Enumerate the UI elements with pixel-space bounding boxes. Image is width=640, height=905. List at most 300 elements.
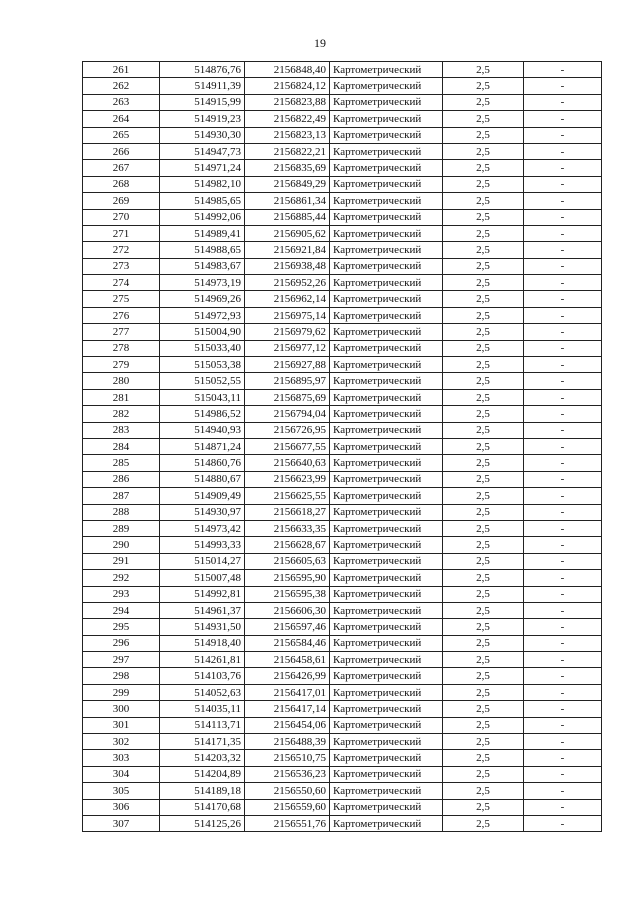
point-number-cell: 264 [83,111,160,127]
point-number-cell: 281 [83,389,160,405]
accuracy-cell: 2,5 [443,94,524,110]
table-row [83,471,602,487]
x-coordinate-cell: 515033,40 [160,340,245,356]
point-number-cell: 282 [83,406,160,422]
x-coordinate-cell: 514035,11 [160,701,245,717]
table-row [83,504,602,520]
method-cell: Картометрический [330,62,443,78]
y-coordinate-cell: 2156640,63 [245,455,330,471]
y-coordinate-cell: 2156677,55 [245,438,330,454]
description-cell: - [524,209,602,225]
accuracy-cell: 2,5 [443,766,524,782]
accuracy-cell: 2,5 [443,193,524,209]
table-row [83,537,602,553]
point-number-cell: 263 [83,94,160,110]
table-row [83,717,602,733]
description-cell: - [524,488,602,504]
table-row [83,127,602,143]
description-cell: - [524,619,602,635]
method-cell: Картометрический [330,242,443,258]
accuracy-cell: 2,5 [443,668,524,684]
accuracy-cell: 2,5 [443,520,524,536]
description-cell: - [524,766,602,782]
description-cell: - [524,193,602,209]
description-cell: - [524,291,602,307]
point-number-cell: 286 [83,471,160,487]
x-coordinate-cell: 515007,48 [160,570,245,586]
table-row [83,668,602,684]
point-number-cell: 277 [83,324,160,340]
y-coordinate-cell: 2156559,60 [245,799,330,815]
x-coordinate-cell: 514918,40 [160,635,245,651]
table-row [83,357,602,373]
table-row [83,324,602,340]
point-number-cell: 296 [83,635,160,651]
description-cell: - [524,717,602,733]
accuracy-cell: 2,5 [443,717,524,733]
y-coordinate-cell: 2156595,90 [245,570,330,586]
table-row [83,684,602,700]
y-coordinate-cell: 2156875,69 [245,389,330,405]
table-row [83,602,602,618]
accuracy-cell: 2,5 [443,438,524,454]
y-coordinate-cell: 2156848,40 [245,62,330,78]
accuracy-cell: 2,5 [443,307,524,323]
accuracy-cell: 2,5 [443,373,524,389]
method-cell: Картометрический [330,291,443,307]
table-row [83,783,602,799]
description-cell: - [524,78,602,94]
accuracy-cell: 2,5 [443,78,524,94]
description-cell: - [524,438,602,454]
y-coordinate-cell: 2156426,99 [245,668,330,684]
description-cell: - [524,783,602,799]
y-coordinate-cell: 2156605,63 [245,553,330,569]
y-coordinate-cell: 2156823,88 [245,94,330,110]
accuracy-cell: 2,5 [443,422,524,438]
description-cell: - [524,275,602,291]
point-number-cell: 301 [83,717,160,733]
method-cell: Картометрический [330,815,443,831]
y-coordinate-cell: 2156628,67 [245,537,330,553]
table-row [83,750,602,766]
accuracy-cell: 2,5 [443,455,524,471]
accuracy-cell: 2,5 [443,471,524,487]
table-row [83,193,602,209]
point-number-cell: 276 [83,307,160,323]
x-coordinate-cell: 514204,89 [160,766,245,782]
point-number-cell: 289 [83,520,160,536]
table-row [83,242,602,258]
point-number-cell: 304 [83,766,160,782]
y-coordinate-cell: 2156938,48 [245,258,330,274]
table-row [83,307,602,323]
x-coordinate-cell: 514985,65 [160,193,245,209]
table-row [83,438,602,454]
method-cell: Картометрический [330,78,443,94]
description-cell: - [524,520,602,536]
method-cell: Картометрический [330,258,443,274]
description-cell: - [524,602,602,618]
description-cell: - [524,668,602,684]
method-cell: Картометрический [330,602,443,618]
description-cell: - [524,734,602,750]
description-cell: - [524,94,602,110]
table-row [83,111,602,127]
point-number-cell: 307 [83,815,160,831]
x-coordinate-cell: 514203,32 [160,750,245,766]
description-cell: - [524,340,602,356]
table-row [83,225,602,241]
method-cell: Картометрический [330,537,443,553]
point-number-cell: 294 [83,602,160,618]
table-row [83,62,602,78]
description-cell: - [524,750,602,766]
point-number-cell: 272 [83,242,160,258]
description-cell: - [524,307,602,323]
x-coordinate-cell: 514860,76 [160,455,245,471]
y-coordinate-cell: 2156510,75 [245,750,330,766]
method-cell: Картометрический [330,225,443,241]
method-cell: Картометрический [330,340,443,356]
table-row [83,209,602,225]
method-cell: Картометрический [330,471,443,487]
accuracy-cell: 2,5 [443,750,524,766]
y-coordinate-cell: 2156417,01 [245,684,330,700]
description-cell: - [524,684,602,700]
accuracy-cell: 2,5 [443,652,524,668]
accuracy-cell: 2,5 [443,291,524,307]
table-row [83,635,602,651]
table-row [83,160,602,176]
table-row [83,455,602,471]
point-number-cell: 288 [83,504,160,520]
description-cell: - [524,570,602,586]
y-coordinate-cell: 2156726,95 [245,422,330,438]
point-number-cell: 298 [83,668,160,684]
x-coordinate-cell: 514876,76 [160,62,245,78]
point-number-cell: 293 [83,586,160,602]
accuracy-cell: 2,5 [443,488,524,504]
page-number: 19 [314,36,326,50]
table-row [83,799,602,815]
method-cell: Картометрический [330,127,443,143]
x-coordinate-cell: 514992,81 [160,586,245,602]
table-row [83,406,602,422]
table-row [83,488,602,504]
accuracy-cell: 2,5 [443,357,524,373]
y-coordinate-cell: 2156458,61 [245,652,330,668]
table-row [83,586,602,602]
point-number-cell: 271 [83,225,160,241]
table-row [83,734,602,750]
y-coordinate-cell: 2156551,76 [245,815,330,831]
x-coordinate-cell: 514930,30 [160,127,245,143]
accuracy-cell: 2,5 [443,143,524,159]
accuracy-cell: 2,5 [443,324,524,340]
accuracy-cell: 2,5 [443,586,524,602]
x-coordinate-cell: 514931,50 [160,619,245,635]
table-row [83,766,602,782]
description-cell: - [524,127,602,143]
description-cell: - [524,799,602,815]
accuracy-cell: 2,5 [443,619,524,635]
point-number-cell: 297 [83,652,160,668]
accuracy-cell: 2,5 [443,176,524,192]
x-coordinate-cell: 515004,90 [160,324,245,340]
x-coordinate-cell: 514871,24 [160,438,245,454]
method-cell: Картометрический [330,766,443,782]
x-coordinate-cell: 514986,52 [160,406,245,422]
accuracy-cell: 2,5 [443,553,524,569]
y-coordinate-cell: 2156979,62 [245,324,330,340]
method-cell: Картометрический [330,734,443,750]
description-cell: - [524,553,602,569]
y-coordinate-cell: 2156927,88 [245,357,330,373]
x-coordinate-cell: 514973,42 [160,520,245,536]
coordinates-table [82,61,602,832]
description-cell: - [524,504,602,520]
table-row [83,619,602,635]
table-row [83,291,602,307]
y-coordinate-cell: 2156905,62 [245,225,330,241]
description-cell: - [524,143,602,159]
x-coordinate-cell: 514982,10 [160,176,245,192]
point-number-cell: 262 [83,78,160,94]
description-cell: - [524,62,602,78]
method-cell: Картометрический [330,520,443,536]
method-cell: Картометрический [330,750,443,766]
method-cell: Картометрический [330,406,443,422]
method-cell: Картометрический [330,176,443,192]
accuracy-cell: 2,5 [443,602,524,618]
y-coordinate-cell: 2156623,99 [245,471,330,487]
point-number-cell: 285 [83,455,160,471]
accuracy-cell: 2,5 [443,340,524,356]
point-number-cell: 279 [83,357,160,373]
table-row [83,570,602,586]
table-row [83,143,602,159]
accuracy-cell: 2,5 [443,783,524,799]
method-cell: Картометрический [330,357,443,373]
point-number-cell: 266 [83,143,160,159]
accuracy-cell: 2,5 [443,209,524,225]
point-number-cell: 303 [83,750,160,766]
accuracy-cell: 2,5 [443,504,524,520]
description-cell: - [524,324,602,340]
x-coordinate-cell: 514983,67 [160,258,245,274]
method-cell: Картометрический [330,717,443,733]
method-cell: Картометрический [330,94,443,110]
table-row [83,94,602,110]
method-cell: Картометрический [330,455,443,471]
y-coordinate-cell: 2156822,49 [245,111,330,127]
point-number-cell: 299 [83,684,160,700]
description-cell: - [524,652,602,668]
point-number-cell: 270 [83,209,160,225]
description-cell: - [524,701,602,717]
point-number-cell: 300 [83,701,160,717]
method-cell: Картометрический [330,275,443,291]
accuracy-cell: 2,5 [443,242,524,258]
table-row [83,520,602,536]
y-coordinate-cell: 2156921,84 [245,242,330,258]
accuracy-cell: 2,5 [443,258,524,274]
table-row [83,815,602,831]
x-coordinate-cell: 514113,71 [160,717,245,733]
method-cell: Картометрический [330,143,443,159]
accuracy-cell: 2,5 [443,160,524,176]
x-coordinate-cell: 514103,76 [160,668,245,684]
x-coordinate-cell: 515014,27 [160,553,245,569]
table-row [83,275,602,291]
accuracy-cell: 2,5 [443,111,524,127]
method-cell: Картометрический [330,422,443,438]
method-cell: Картометрический [330,209,443,225]
method-cell: Картометрический [330,684,443,700]
table-row [83,389,602,405]
table-row [83,258,602,274]
table-row [83,78,602,94]
x-coordinate-cell: 515052,55 [160,373,245,389]
description-cell: - [524,422,602,438]
method-cell: Картометрический [330,160,443,176]
description-cell: - [524,537,602,553]
method-cell: Картометрический [330,783,443,799]
description-cell: - [524,635,602,651]
x-coordinate-cell: 514988,65 [160,242,245,258]
point-number-cell: 278 [83,340,160,356]
point-number-cell: 275 [83,291,160,307]
x-coordinate-cell: 514909,49 [160,488,245,504]
description-cell: - [524,225,602,241]
table-row [83,701,602,717]
description-cell: - [524,586,602,602]
method-cell: Картометрический [330,701,443,717]
table-row [83,176,602,192]
description-cell: - [524,815,602,831]
x-coordinate-cell: 514919,23 [160,111,245,127]
point-number-cell: 280 [83,373,160,389]
method-cell: Картометрический [330,668,443,684]
point-number-cell: 284 [83,438,160,454]
description-cell: - [524,242,602,258]
method-cell: Картометрический [330,193,443,209]
x-coordinate-cell: 514189,18 [160,783,245,799]
x-coordinate-cell: 514052,63 [160,684,245,700]
y-coordinate-cell: 2156952,26 [245,275,330,291]
y-coordinate-cell: 2156794,04 [245,406,330,422]
y-coordinate-cell: 2156895,97 [245,373,330,389]
x-coordinate-cell: 514170,68 [160,799,245,815]
x-coordinate-cell: 515043,11 [160,389,245,405]
method-cell: Картометрический [330,586,443,602]
point-number-cell: 291 [83,553,160,569]
method-cell: Картометрический [330,373,443,389]
y-coordinate-cell: 2156550,60 [245,783,330,799]
method-cell: Картометрический [330,652,443,668]
y-coordinate-cell: 2156885,44 [245,209,330,225]
x-coordinate-cell: 514961,37 [160,602,245,618]
y-coordinate-cell: 2156618,27 [245,504,330,520]
point-number-cell: 268 [83,176,160,192]
y-coordinate-cell: 2156835,69 [245,160,330,176]
y-coordinate-cell: 2156597,46 [245,619,330,635]
x-coordinate-cell: 514993,33 [160,537,245,553]
method-cell: Картометрический [330,111,443,127]
y-coordinate-cell: 2156595,38 [245,586,330,602]
accuracy-cell: 2,5 [443,275,524,291]
point-number-cell: 305 [83,783,160,799]
x-coordinate-cell: 514972,93 [160,307,245,323]
description-cell: - [524,455,602,471]
table-row [83,652,602,668]
method-cell: Картометрический [330,553,443,569]
point-number-cell: 287 [83,488,160,504]
description-cell: - [524,406,602,422]
description-cell: - [524,176,602,192]
y-coordinate-cell: 2156823,13 [245,127,330,143]
y-coordinate-cell: 2156625,55 [245,488,330,504]
x-coordinate-cell: 514940,93 [160,422,245,438]
y-coordinate-cell: 2156849,29 [245,176,330,192]
method-cell: Картометрический [330,504,443,520]
accuracy-cell: 2,5 [443,815,524,831]
y-coordinate-cell: 2156824,12 [245,78,330,94]
point-number-cell: 267 [83,160,160,176]
y-coordinate-cell: 2156417,14 [245,701,330,717]
point-number-cell: 265 [83,127,160,143]
x-coordinate-cell: 514930,97 [160,504,245,520]
method-cell: Картометрический [330,635,443,651]
point-number-cell: 295 [83,619,160,635]
x-coordinate-cell: 514973,19 [160,275,245,291]
accuracy-cell: 2,5 [443,734,524,750]
point-number-cell: 269 [83,193,160,209]
method-cell: Картометрический [330,799,443,815]
y-coordinate-cell: 2156488,39 [245,734,330,750]
y-coordinate-cell: 2156962,14 [245,291,330,307]
method-cell: Картометрический [330,438,443,454]
method-cell: Картометрический [330,619,443,635]
method-cell: Картометрический [330,307,443,323]
accuracy-cell: 2,5 [443,570,524,586]
table-row [83,553,602,569]
point-number-cell: 283 [83,422,160,438]
point-number-cell: 290 [83,537,160,553]
coordinates-table-body [83,62,602,832]
x-coordinate-cell: 514992,06 [160,209,245,225]
x-coordinate-cell: 514947,73 [160,143,245,159]
point-number-cell: 302 [83,734,160,750]
y-coordinate-cell: 2156975,14 [245,307,330,323]
accuracy-cell: 2,5 [443,389,524,405]
y-coordinate-cell: 2156861,34 [245,193,330,209]
description-cell: - [524,111,602,127]
y-coordinate-cell: 2156454,06 [245,717,330,733]
table-row [83,340,602,356]
accuracy-cell: 2,5 [443,537,524,553]
description-cell: - [524,471,602,487]
x-coordinate-cell: 514911,39 [160,78,245,94]
x-coordinate-cell: 514125,26 [160,815,245,831]
y-coordinate-cell: 2156977,12 [245,340,330,356]
y-coordinate-cell: 2156536,23 [245,766,330,782]
y-coordinate-cell: 2156606,30 [245,602,330,618]
method-cell: Картометрический [330,324,443,340]
accuracy-cell: 2,5 [443,799,524,815]
description-cell: - [524,160,602,176]
